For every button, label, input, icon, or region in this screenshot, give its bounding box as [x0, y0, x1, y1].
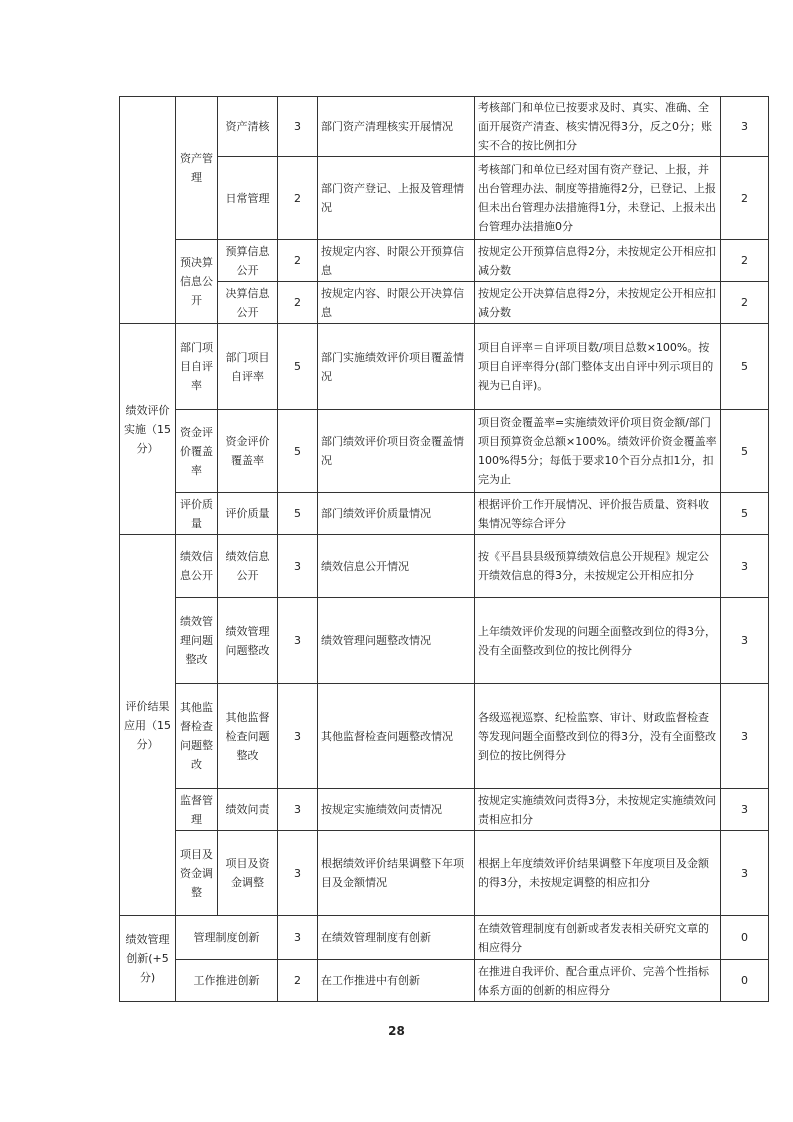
table-row	[120, 324, 769, 410]
standard-cell: 按规定公开预算信息得2分，未按规定公开相应扣减分数	[475, 240, 721, 282]
subcategory-cell: 部门项目自评率	[176, 324, 218, 410]
description-cell: 绩效信息公开情况	[318, 535, 475, 598]
description-cell: 绩效管理问题整改情况	[318, 598, 475, 684]
table-row	[120, 97, 769, 157]
score-cell: 3	[278, 789, 318, 831]
standard-cell: 各级巡视巡察、纪检监察、审计、财政监督检查等发现问题全面整改到位的得3分，没有全面整改到位的按比例得分	[475, 684, 721, 789]
item-cell: 绩效信息公开	[218, 535, 278, 598]
score-cell: 3	[278, 97, 318, 157]
result-cell: 3	[721, 789, 769, 831]
category-cell: 评价结果应用（15分）	[120, 535, 176, 916]
result-cell: 3	[721, 97, 769, 157]
description-cell: 按规定实施绩效问责情况	[318, 789, 475, 831]
subcategory-cell: 监督管理	[176, 789, 218, 831]
evaluation-table	[119, 96, 769, 1002]
score-cell: 3	[278, 684, 318, 789]
category-cell: 绩效管理创新(+5分)	[120, 916, 176, 1002]
description-cell: 部门绩效评价项目资金覆盖情况	[318, 410, 475, 493]
description-cell: 按规定内容、时限公开预算信息	[318, 240, 475, 282]
score-cell: 2	[278, 282, 318, 324]
description-cell: 按规定内容、时限公开决算信息	[318, 282, 475, 324]
result-cell: 3	[721, 684, 769, 789]
description-cell: 在工作推进中有创新	[318, 960, 475, 1002]
item-cell: 资产清核	[218, 97, 278, 157]
page-number: 28	[388, 1024, 405, 1038]
table-row	[120, 960, 769, 1002]
result-cell: 3	[721, 535, 769, 598]
description-cell: 其他监督检查问题整改情况	[318, 684, 475, 789]
table-row	[120, 789, 769, 831]
table-row	[120, 282, 769, 324]
table-row	[120, 684, 769, 789]
subcategory-cell: 绩效管理问题整改	[176, 598, 218, 684]
result-cell: 5	[721, 493, 769, 535]
score-cell: 2	[278, 960, 318, 1002]
result-cell: 0	[721, 960, 769, 1002]
result-cell: 2	[721, 240, 769, 282]
category-cell: 绩效评价实施（15分）	[120, 324, 176, 535]
result-cell: 0	[721, 916, 769, 960]
item-cell: 绩效管理问题整改	[218, 598, 278, 684]
table-row	[120, 493, 769, 535]
table-row	[120, 831, 769, 916]
score-cell: 3	[278, 916, 318, 960]
item-cell: 工作推进创新	[176, 960, 278, 1002]
item-cell: 其他监督检查问题整改	[218, 684, 278, 789]
standard-cell: 按规定实施绩效问责得3分，未按规定实施绩效问责相应扣分	[475, 789, 721, 831]
subcategory-cell: 项目及资金调整	[176, 831, 218, 916]
subcategory-cell: 绩效信息公开	[176, 535, 218, 598]
standard-cell: 项目自评率＝自评项目数/项目总数×100%。按项目自评率得分(部门整体支出自评中列示项目的视为已自评)。	[475, 324, 721, 410]
result-cell: 5	[721, 410, 769, 493]
item-cell: 绩效问责	[218, 789, 278, 831]
standard-cell: 考核部门和单位已按要求及时、真实、准确、全面开展资产清查、核实情况得3分，反之0分；账实不合的按比例扣分	[475, 97, 721, 157]
table-row	[120, 157, 769, 240]
subcategory-cell: 预决算信息公开	[176, 240, 218, 324]
table-row	[120, 916, 769, 960]
score-cell: 3	[278, 535, 318, 598]
item-cell: 日常管理	[218, 157, 278, 240]
item-cell: 预算信息公开	[218, 240, 278, 282]
standard-cell: 在推进自我评价、配合重点评价、完善个性指标体系方面的创新的相应得分	[475, 960, 721, 1002]
standard-cell: 在绩效管理制度有创新或者发表相关研究文章的相应得分	[475, 916, 721, 960]
score-cell: 2	[278, 157, 318, 240]
table-row	[120, 598, 769, 684]
score-cell: 5	[278, 324, 318, 410]
description-cell: 在绩效管理制度有创新	[318, 916, 475, 960]
item-cell: 资金评价覆盖率	[218, 410, 278, 493]
subcategory-cell: 资产管理	[176, 97, 218, 240]
result-cell: 2	[721, 157, 769, 240]
item-cell: 项目及资金调整	[218, 831, 278, 916]
standard-cell: 根据上年度绩效评价结果调整下年度项目及金额的得3分，未按规定调整的相应扣分	[475, 831, 721, 916]
subcategory-cell: 资金评价覆盖率	[176, 410, 218, 493]
standard-cell: 按《平昌县县级预算绩效信息公开规程》规定公开绩效信息的得3分，未按规定公开相应扣分	[475, 535, 721, 598]
score-cell: 3	[278, 831, 318, 916]
standard-cell: 项目资金覆盖率=实施绩效评价项目资金额/部门项目预算资金总额×100%。绩效评价资金覆盖率100%得5分；每低于要求10个百分点扣1分，扣完为止	[475, 410, 721, 493]
item-cell: 管理制度创新	[176, 916, 278, 960]
result-cell: 3	[721, 598, 769, 684]
subcategory-cell: 评价质量	[176, 493, 218, 535]
standard-cell: 考核部门和单位已经对国有资产登记、上报，并出台管理办法、制度等措施得2分，已登记、上报但未出台管理办法措施得1分，未登记、上报未出台管理办法措施0分	[475, 157, 721, 240]
result-cell: 3	[721, 831, 769, 916]
item-cell: 部门项目自评率	[218, 324, 278, 410]
item-cell: 决算信息公开	[218, 282, 278, 324]
result-cell: 5	[721, 324, 769, 410]
score-cell: 5	[278, 410, 318, 493]
standard-cell: 根据评价工作开展情况、评价报告质量、资料收集情况等综合评分	[475, 493, 721, 535]
description-cell: 部门绩效评价质量情况	[318, 493, 475, 535]
score-cell: 3	[278, 598, 318, 684]
score-cell: 2	[278, 240, 318, 282]
table-row	[120, 240, 769, 282]
description-cell: 部门资产清理核实开展情况	[318, 97, 475, 157]
result-cell: 2	[721, 282, 769, 324]
score-cell: 5	[278, 493, 318, 535]
standard-cell: 按规定公开决算信息得2分，未按规定公开相应扣减分数	[475, 282, 721, 324]
table-row	[120, 410, 769, 493]
description-cell: 部门实施绩效评价项目覆盖情况	[318, 324, 475, 410]
item-cell: 评价质量	[218, 493, 278, 535]
category-cell	[120, 97, 176, 324]
description-cell: 根据绩效评价结果调整下年项目及金额情况	[318, 831, 475, 916]
description-cell: 部门资产登记、上报及管理情况	[318, 157, 475, 240]
subcategory-cell: 其他监督检查问题整改	[176, 684, 218, 789]
table-row	[120, 535, 769, 598]
standard-cell: 上年绩效评价发现的问题全面整改到位的得3分，没有全面整改到位的按比例得分	[475, 598, 721, 684]
